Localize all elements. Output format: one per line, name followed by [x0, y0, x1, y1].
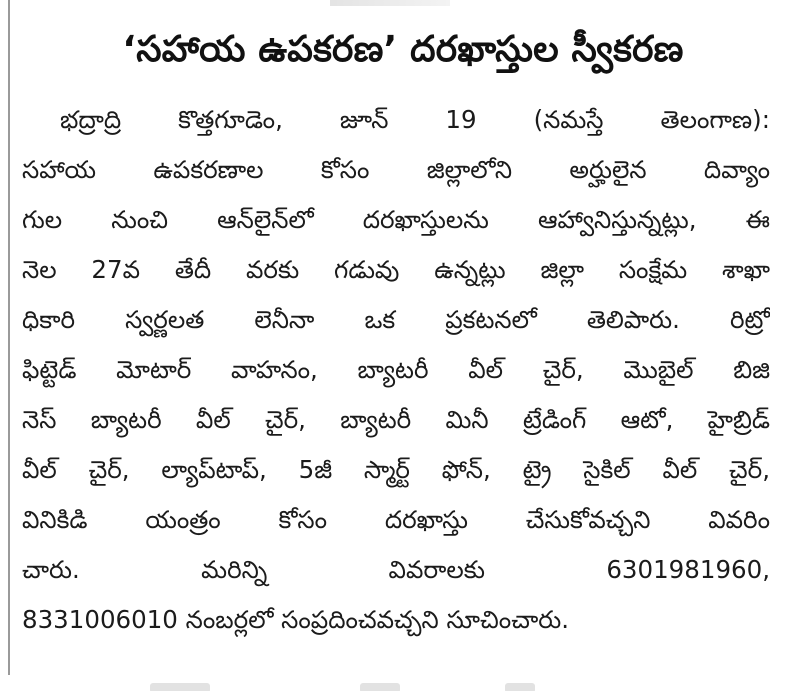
article-line-4: నెల 27వ తేదీ వరకు గడువు ఉన్నట్లు జిల్లా సంక్షేమ శాఖా — [22, 255, 770, 284]
article-line-7: నెస్ బ్యాటరీ వీల్ చైర్, బ్యాటరీ మినీ ట్రేడింగ్ ఆటో, హైబ్రిడ్ — [22, 405, 770, 434]
article-line-3: గుల నుంచి ఆన్‌లైన్‌లో దరఖాస్తులను ఆహ్వానిస్తున్నట్లు, ఈ — [22, 205, 770, 234]
article-line-6: ఫిట్టెడ్ మోటార్ వాహనం, బ్యాటరీ వీల్ చైర్, మొబైల్ బిజి — [22, 355, 770, 384]
article-headline: ‘సహాయ ఉపకరణ’ దరఖాస్తుల స్వీకరణ — [122, 29, 684, 70]
article-body — [22, 95, 770, 645]
article-line-9: వినికిడి యంత్రం కోసం దరఖాస్తు చేసుకోవచ్చని వివరిం — [22, 505, 770, 534]
article-line-10: చారు. మరిన్ని వివరాలకు 6301981960, — [22, 555, 770, 584]
article-line-11: 8331006010 నంబర్లలో సంప్రదించవచ్చని సూచించారు. — [22, 605, 570, 634]
article-line-5: ధికారి స్వర్ణలత లెనీనా ఒక ప్రకటనలో తెలిపారు. రిట్రో — [22, 305, 770, 334]
article-line-1: భద్రాద్రి కొత్తగూడెం, జూన్ 19 (నమస్తే తెలంగాణ): — [60, 105, 770, 134]
column-rule — [8, 0, 10, 691]
article-line-8: వీల్ చైర్, ల్యాప్‌టాప్, 5జీ స్మార్ట్ ఫోన్, ట్రై సైకిల్ వీల్ చైర్, — [22, 455, 770, 484]
cropped-text-fragment-top — [330, 0, 450, 6]
article-line-2: సహాయ ఉపకరణాల కోసం జిల్లాలోని అర్హులైన దివ్యాం — [22, 155, 770, 184]
cropped-text-fragment-bottom — [0, 675, 800, 691]
